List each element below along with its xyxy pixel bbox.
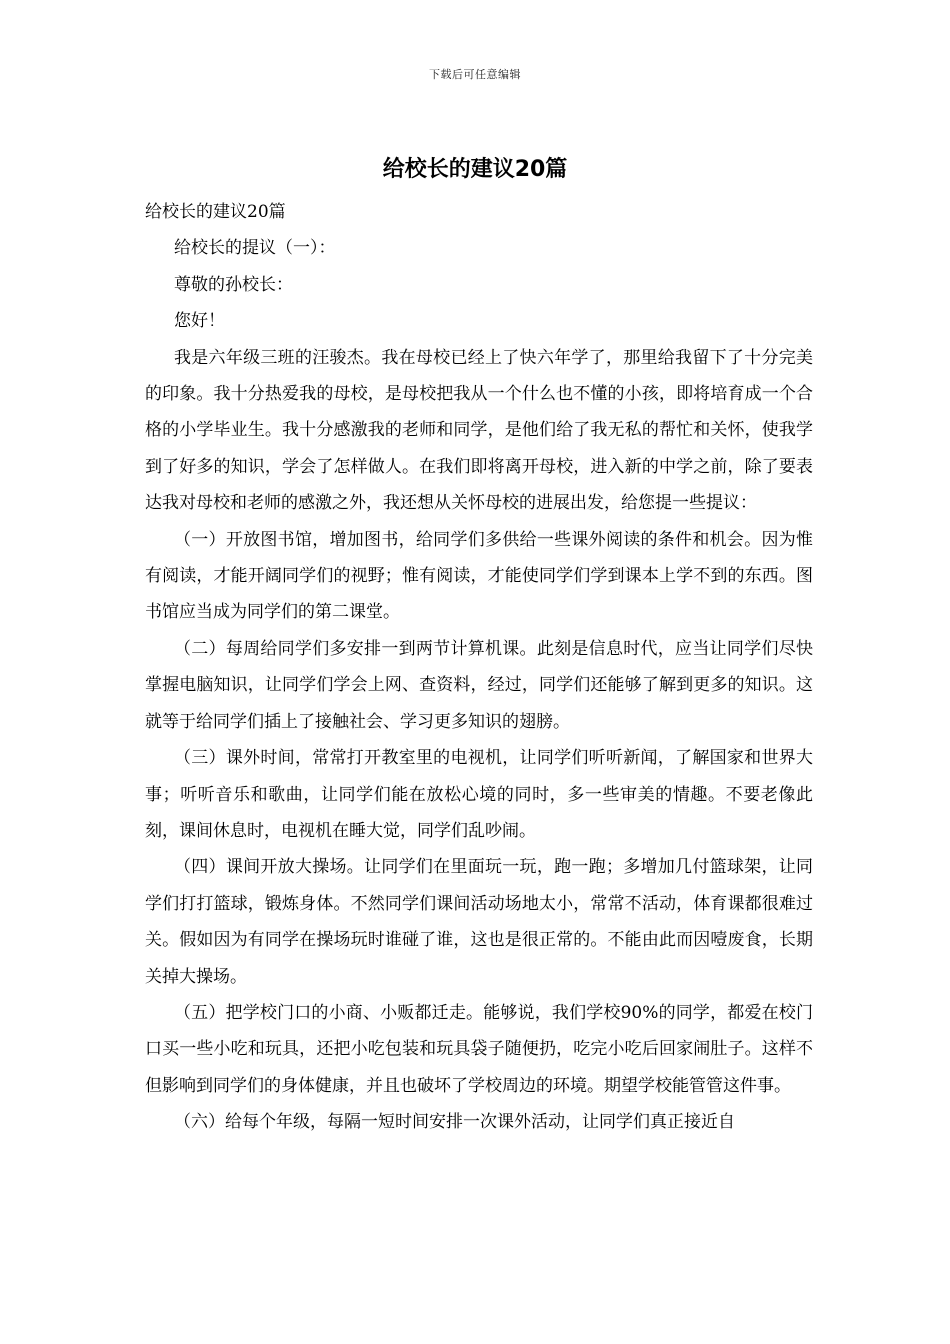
paragraph-suggestion-4: （四）课间开放大操场。让同学们在里面玩一玩，跑一跑；多增加几付篮球架，让同学们打打篮球，锻炼身体。不然同学们课间活动场地太小，常常不活动，体育课都很难过关。假如因为有同学在操场玩时谁碰了谁，这也是很正常的。不能由此而因噎废食，长期关掉大操场。 <box>145 857 813 987</box>
document-body <box>145 194 813 1141</box>
paragraph-salutation: 尊敬的孙校长： <box>174 274 293 295</box>
paragraph-subtitle: 给校长的建议20篇 <box>145 202 286 222</box>
paragraph-suggestion-5: （五）把学校门口的小商、小贩都迁走。能够说，我们学校90%的同学，都爱在校门口买一些小吃和玩具，还把小吃包装和玩具袋子随便扔，吃完小吃后回家闹肚子。这样不但影响到同学们的身体健康，并且也破坏了学校周边的环境。期望学校能管管这件事。 <box>145 1002 813 1096</box>
paragraph-suggestion-1: （一）开放图书馆，增加图书，给同学们多供给一些课外阅读的条件和机会。因为惟有阅读，才能开阔同学们的视野；惟有阅读，才能使同学们学到课本上学不到的东西。图书馆应当成为同学们的第二课堂。 <box>145 529 813 623</box>
paragraph-suggestion-6: （六）给每个年级，每隔一短时间安排一次课外活动，让同学们真正接近自 <box>174 1112 735 1133</box>
paragraph-section-heading: 给校长的提议（一）： <box>174 238 336 259</box>
document-title: 给校长的建议20篇 <box>382 157 568 182</box>
paragraph-suggestion-2: （二）每周给同学们多安排一到两节计算机课。此刻是信息时代，应当让同学们尽快掌握电脑知识，让同学们学会上网、查资料，经过，同学们还能够了解到更多的知识。这就等于给同学们插上了接触社会、学习更多知识的翅膀。 <box>145 638 813 732</box>
paragraph-intro: 我是六年级三班的汪骏杰。我在母校已经上了快六年学了，那里给我留下了十分完美的印象。我十分热爱我的母校，是母校把我从一个什么也不懂的小孩，即将培育成一个合格的小学毕业生。我十分感激我的老师和同学，是他们给了我无私的帮忙和关怀，使我学到了好多的知识，学会了怎样做人。在我们即将离开母校，进入新的中学之前，除了要表达我对母校和老师的感激之外，我还想从关怀母校的进展出发，给您提一些提议： <box>145 347 813 514</box>
paragraph-greeting: 您好！ <box>174 311 225 332</box>
paragraph-suggestion-3: （三）课外时间，常常打开教室里的电视机，让同学们听听新闻，了解国家和世界大事；听听音乐和歌曲，让同学们能在放松心境的同时，多一些审美的情趣。不要老像此刻，课间休息时，电视机在睡大觉，同学们乱吵闹。 <box>145 748 813 841</box>
header-note: 下载后可任意编辑 <box>429 68 521 81</box>
